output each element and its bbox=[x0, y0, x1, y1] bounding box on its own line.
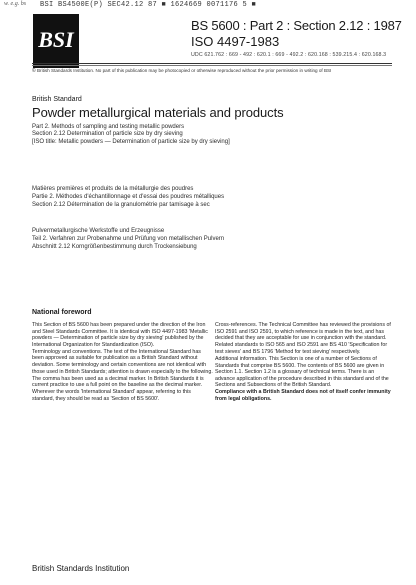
bsi-logo-text: BSI bbox=[38, 27, 74, 52]
foreword-paragraph: Terminology and conventions. The text of the International Standard has been approved as suitable for publication as a British Standard without deviation. Some terminology and certain conventions are not identical with those used in British Standards; attention is drawn especially to the following. bbox=[32, 348, 213, 375]
national-foreword-heading: National foreword bbox=[32, 309, 92, 316]
foreword-paragraph: Additional information. This Section is one of a number of Sections of Standards that comprise BS 5600. The contents of BS 5600 are given in Section 1.1. Section 1.2 is a glossary of technical terms. There is an advance application of the procedure described in this standard and of the Sections and Subsections of the British Standard. bbox=[215, 355, 389, 389]
scan-header-code: BSI BS4500E(P) SEC42.12 87 ■ 1624669 0071176 5 ■ bbox=[40, 1, 257, 9]
foreword-paragraph: The comma has been used as a decimal marker. In British Standards it is current practice to use a full point on the baseline as the decimal marker. bbox=[32, 375, 204, 389]
british-standard-label: British Standard bbox=[32, 96, 82, 103]
english-subtitle-section: Section 2.12 Determination of particle size by dry sieving bbox=[32, 131, 183, 137]
foreword-paragraph: This Section of BS 5600 has been prepared under the direction of the Iron and Steel Standards Committee. It is identical with ISO 4497-1983 'Metallic powders — Determination of particle size by dry sieving' published by the International Organization for Standardization (ISO). bbox=[32, 322, 208, 348]
foreword-paragraph-compliance: Compliance with a British Standard does not of itself confer immunity from legal obligations. bbox=[215, 389, 391, 403]
header-rule-secondary bbox=[32, 65, 392, 66]
foreword-paragraph: Wherever the words 'International Standard' appear, referring to this standard, they should be read as 'Section of BS 5600'. bbox=[32, 389, 191, 403]
document-title: Powder metallurgical materials and products bbox=[32, 105, 284, 120]
handwritten-note: w. e.g. bs bbox=[4, 1, 27, 7]
french-title-part: Partie 2. Méthodes d'échantillonnage et d'essai des poudres métalliques bbox=[32, 194, 225, 200]
german-title-main: Pulvermetallurgische Werkstoffe und Erzeugnisse bbox=[32, 228, 165, 234]
copyright-text: British Standards Institution. No part of this publication may be photocopied or otherwise reproduced without the prior permission in writing of BSI bbox=[36, 68, 332, 73]
english-subtitle-iso: [ISO title: Metallic powders — Determination of particle size by dry sieving] bbox=[32, 139, 230, 145]
french-title-main: Matières premières et produits de la métallurgie des poudres bbox=[32, 186, 194, 192]
german-title-part: Teil 2. Verfahren zur Probenahme und Prüfung von metallischen Pulvern bbox=[32, 236, 225, 242]
udc-code: UDC 621.762 : 669 - 492 : 620.1 : 669 - 492.2 : 620.168 : 539.215.4 : 620.168.3 bbox=[191, 52, 387, 58]
header-rule bbox=[32, 63, 392, 64]
bsi-logo bbox=[33, 14, 79, 68]
french-title-section: Section 2.12 Détermination de la granulométrie par tamisage à sec bbox=[32, 202, 210, 208]
english-subtitle-part: Part 2. Methods of sampling and testing metallic powders bbox=[32, 124, 185, 130]
standard-number: BS 5600 : Part 2 : Section 2.12 : 1987 bbox=[191, 18, 402, 33]
iso-number: ISO 4497-1983 bbox=[191, 34, 280, 49]
footer-publisher: British Standards Institution bbox=[32, 564, 130, 573]
foreword-right-column bbox=[215, 322, 395, 403]
foreword-paragraph: Related standards to ISO 565 and ISO 2591 are BS 410 'Specification for test sieves' and BS 1796 'Method for test sieving' respectively. bbox=[215, 342, 388, 355]
copyright-symbol: © bbox=[32, 68, 36, 74]
foreword-left-column bbox=[32, 322, 214, 403]
foreword-paragraph: Cross-references. The Technical Committee has reviewed the provisions of ISO 2591 and ISO 2591, to which reference is made in the text, and has decided that they are acceptable for use in conjunction with the standard. bbox=[215, 322, 391, 342]
copyright-notice bbox=[32, 68, 331, 74]
german-title-section: Abschnitt 2.12 Korngrößenbestimmung durch Trockensiebung bbox=[32, 244, 197, 250]
